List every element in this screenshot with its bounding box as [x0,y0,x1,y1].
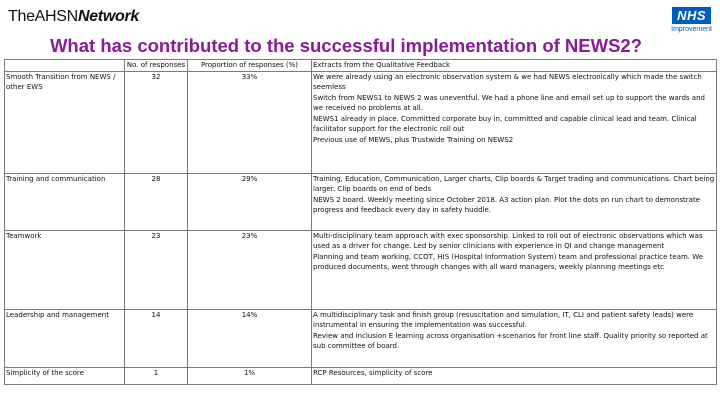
extract-line: NEWS1 already in place. Committed corporate buy in, committed and capable clinical lead and team. Clinical facilitator support for the electronic roll out [313,114,697,133]
extract-line: Previous use of MEWS, plus Trustwide Training on NEWS2 [313,135,514,144]
factor-cell: Simplicity of the score [5,367,125,384]
column-header-extracts: Extracts from the Qualitative Feedback [312,60,717,72]
nhs-badge: NHS [672,7,711,24]
table-row [5,230,717,309]
extracts-cell [312,71,717,173]
responses-cell: 28 [125,173,188,230]
extract-line: Review and inclusion E learning across organisation +scenarios for front line staff. Quality priority so reported at sub committee of board. [313,331,708,350]
proportion-cell: 1% [188,367,312,384]
responses-cell: 14 [125,309,188,367]
extract-line: We were already using an electronic observation system & we had NEWS electronically which made the switch seemless [313,72,702,91]
feedback-table [4,59,717,385]
factor-cell: Training and communication [5,173,125,230]
extracts-cell [312,367,717,384]
nhs-improvement-logo [671,7,712,33]
table-row [5,367,717,384]
column-header-responses: No. of responses [125,60,188,72]
factor-cell: Leadership and management [5,309,125,367]
extract-line: NEWS 2 board. Weekly meeting since October 2018. A3 action plan. Plot the dots on run chart to demonstrate progress and feedback every day in safety huddle. [313,195,700,214]
proportion-cell: 14% [188,309,312,367]
table-header-row [5,60,717,72]
factor-cell: Smooth Transition from NEWS / other EWS [5,71,125,173]
extract-line: Switch from NEWS1 to NEWS 2 was uneventful. We had a phone line and email set up to support the wards and we received no problems at all. [313,93,705,112]
responses-cell: 23 [125,230,188,309]
page-title: What has contributed to the successful implementation of NEWS2? [49,35,643,56]
extract-line: RCP Resources, simplicity of score [313,368,433,377]
table-row [5,173,717,230]
ahsn-network-logo [8,8,139,26]
responses-cell: 32 [125,71,188,173]
proportion-cell: 33% [188,71,312,173]
table-row [5,71,717,173]
ahsn-logo-network: Network [77,8,139,25]
ahsn-logo-main: TheAHSN [8,8,78,25]
column-header-proportion: Proportion of responses (%) [188,60,312,72]
proportion-cell: 23% [188,230,312,309]
extracts-cell [312,230,717,309]
table-row [5,309,717,367]
nhs-improvement-label: Improvement [671,26,712,33]
extracts-cell [312,173,717,230]
factor-cell: Teamwork [5,230,125,309]
extracts-cell [312,309,717,367]
column-header-factor [5,60,125,72]
extract-line: Training, Education, Communication, Larger charts, Clip boards & Target trading and communications. Chart being larger. Clip boards on end of beds [313,174,715,193]
extract-line: Planning and team working, CCOT, HIS (Hospital Information System) team and professional practice team. We produced documents, went through changes with all ward managers, weekly planning meetings etc [313,252,704,271]
responses-cell: 1 [125,367,188,384]
extract-line: Multi-disciplinary team approach with exec sponsorship. Linked to roll out of electronic observations which was used as a driver for change. Led by senior clinicians with experience in QI and change management [313,231,703,250]
proportion-cell: 29% [188,173,312,230]
extract-line: A multidisciplinary task and finish group (resuscitation and simulation, IT, CLI and patient safety leads) were instrumental in ensuring the implementation was successful. [313,310,694,329]
